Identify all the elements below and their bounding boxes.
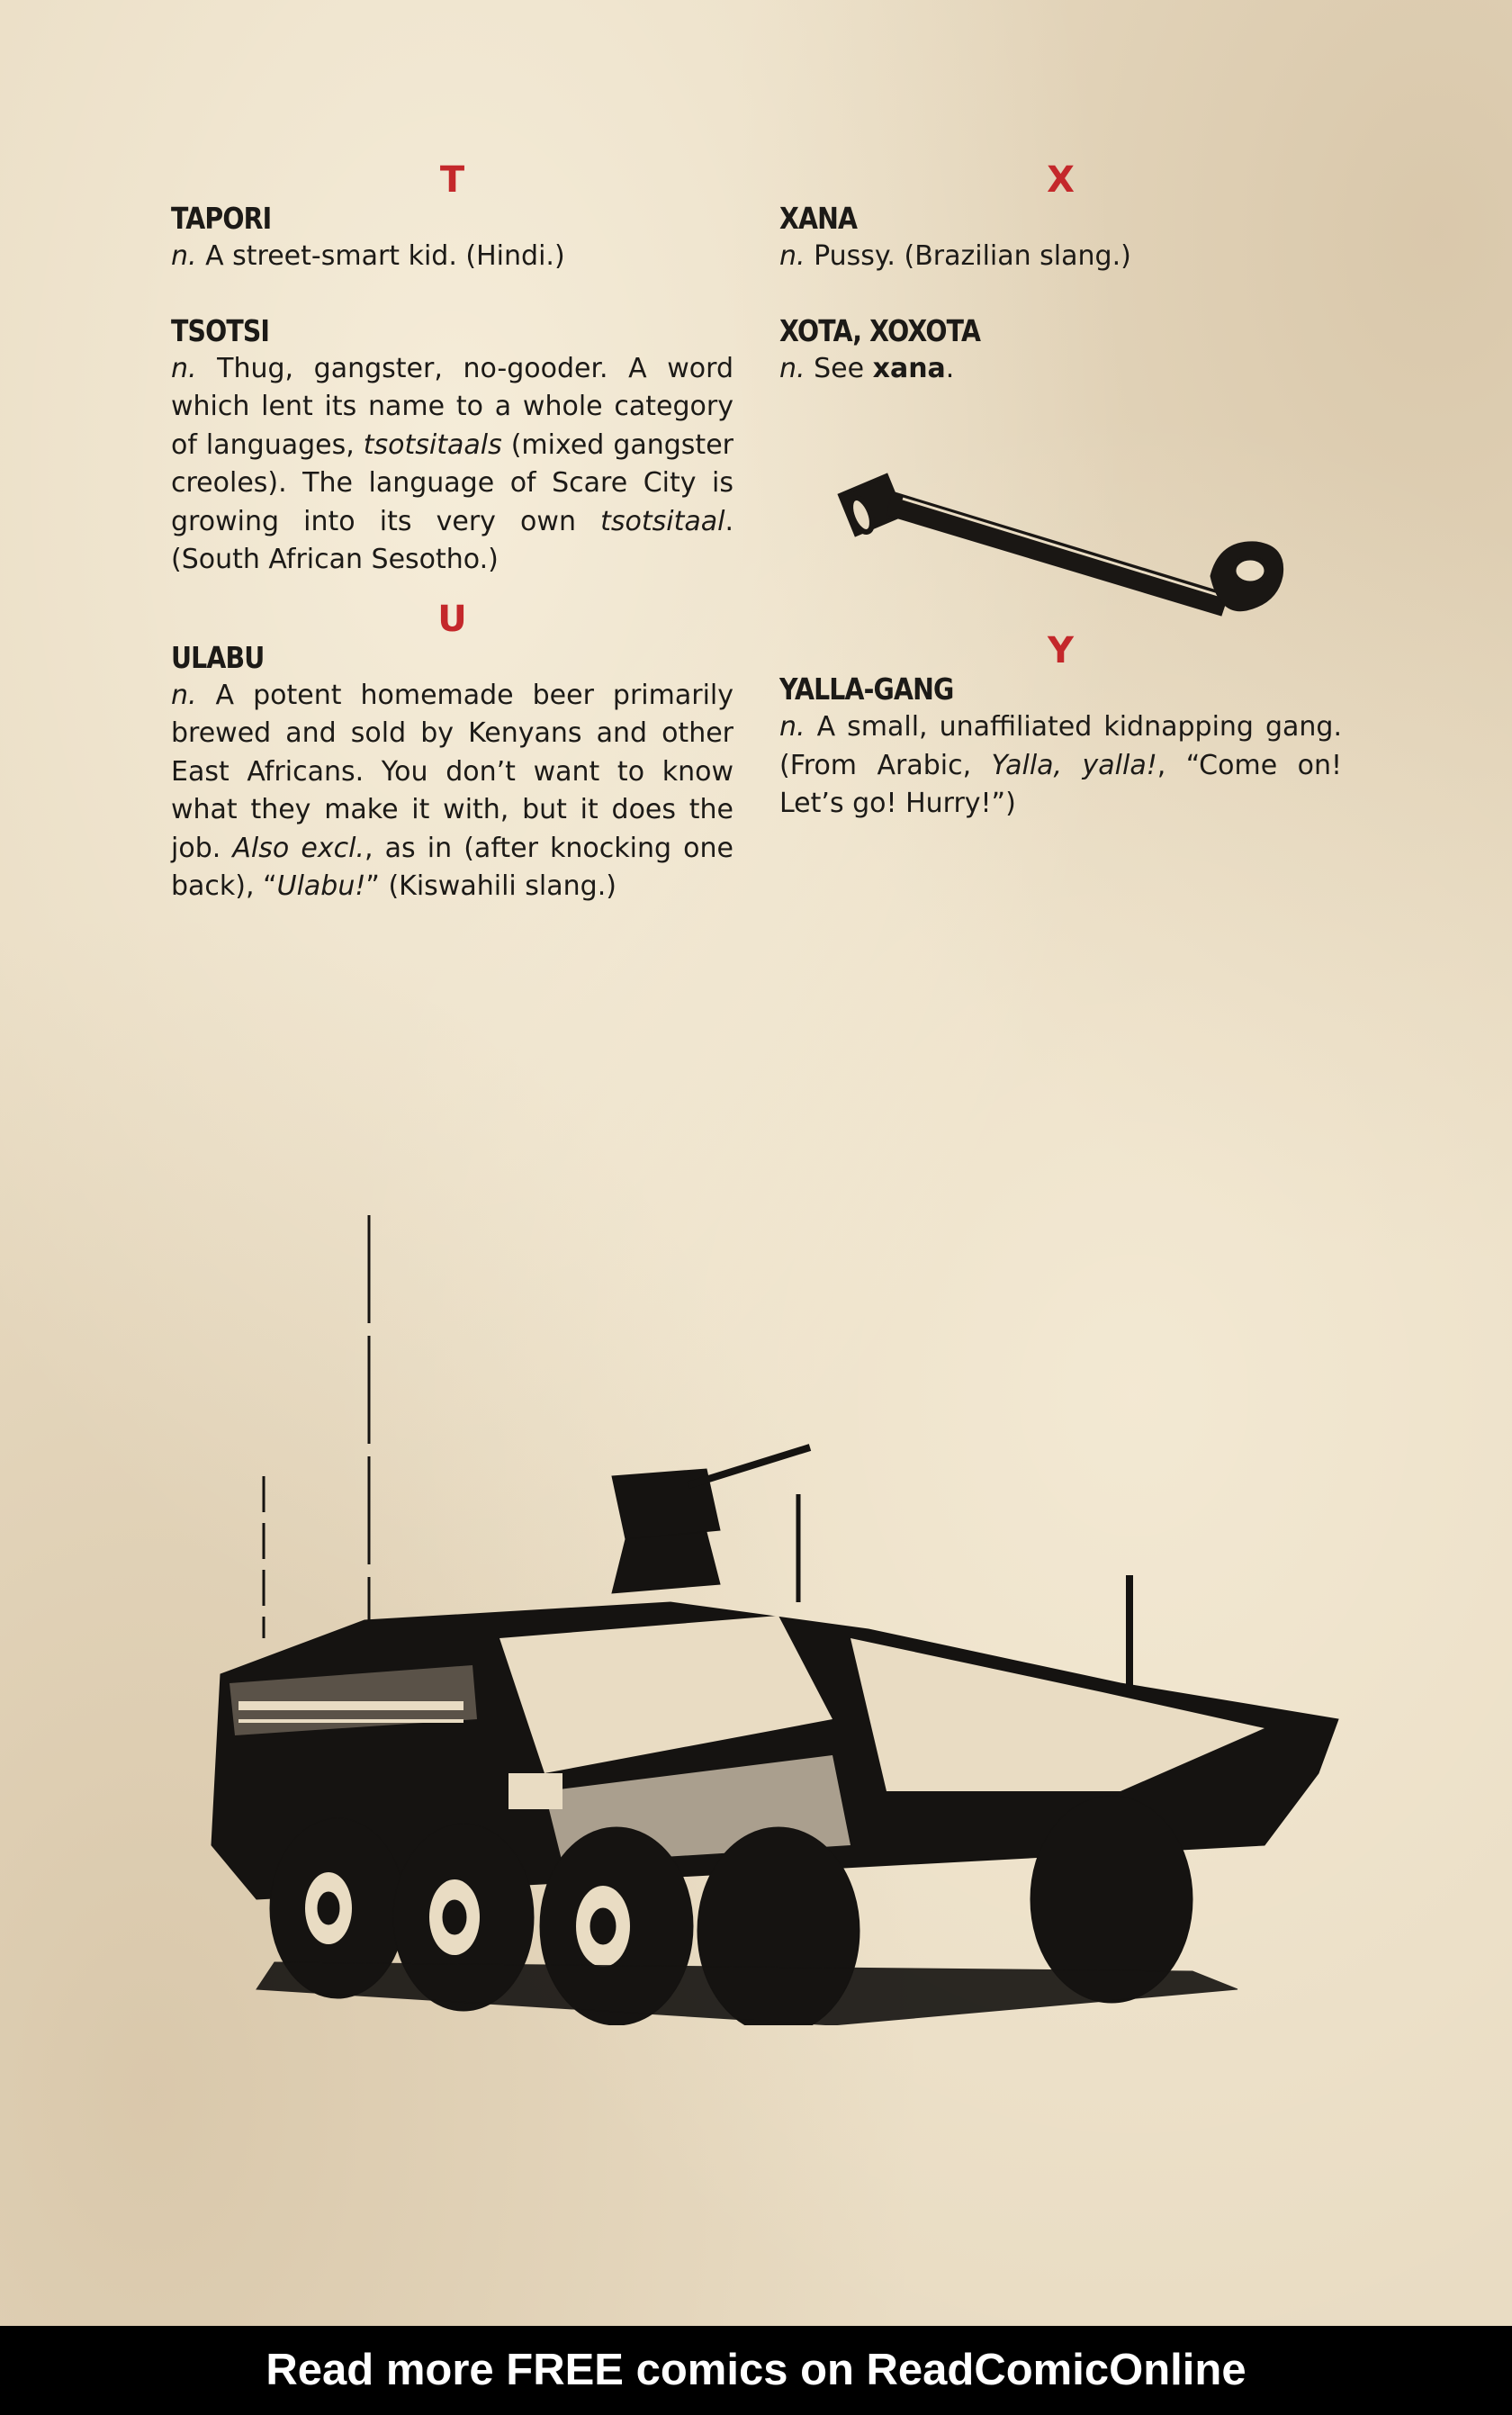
entry-term: YALLA-GANG <box>779 671 954 707</box>
entry-term: XOTA, XOXOTA <box>779 312 981 348</box>
entry-tsotsi <box>171 312 734 580</box>
entry-tapori <box>171 200 734 276</box>
entry-xota-xoxota <box>779 312 1342 389</box>
section-letter-u: U <box>437 598 467 640</box>
entry-definition: n. A street-smart kid. (Hindi.) <box>171 240 565 272</box>
entry-xana <box>779 200 1342 276</box>
entry-definition: n. A potent homemade beer primarily brewed and sold by Kenyans and other East Africans. You don’t want to know what they make it with, but it does the job. Also excl., as in (after knocking one back), “Ulabu!” (Kiswahili slang.) <box>171 679 734 902</box>
section-letter-t: T <box>439 159 465 201</box>
glossary-left-column <box>171 160 734 942</box>
lug-wrench-icon <box>832 468 1296 630</box>
entry-definition: n. See xana. <box>779 352 955 384</box>
entry-term: XANA <box>779 201 858 236</box>
section-letter-x: X <box>1047 159 1075 201</box>
entry-yalla-gang <box>779 671 1342 824</box>
entry-definition: n. A small, unaffiliated kidnapping gang. (From Arabic, Yalla, yalla!, “Come on! Let’s go! Hurry!”) <box>779 711 1342 819</box>
entry-term: TAPORI <box>171 201 272 236</box>
section-letter-y: Y <box>1048 630 1074 671</box>
entry-definition: n. Thug, gangster, no-gooder. A word which lent its name to a whole category of languages, tsotsitaals (mixed gangster creoles). The language of Scare City is growing into its very own tsotsitaal. (South African Sesotho.) <box>171 352 734 575</box>
entry-ulabu <box>171 639 734 906</box>
promo-banner[interactable]: Read more FREE comics on ReadComicOnline <box>0 2326 1512 2415</box>
armored-personnel-carrier-icon <box>202 1215 1346 2025</box>
entry-definition: n. Pussy. (Brazilian slang.) <box>779 240 1131 272</box>
entry-term: TSOTSI <box>171 312 270 348</box>
entry-term: ULABU <box>171 639 265 675</box>
